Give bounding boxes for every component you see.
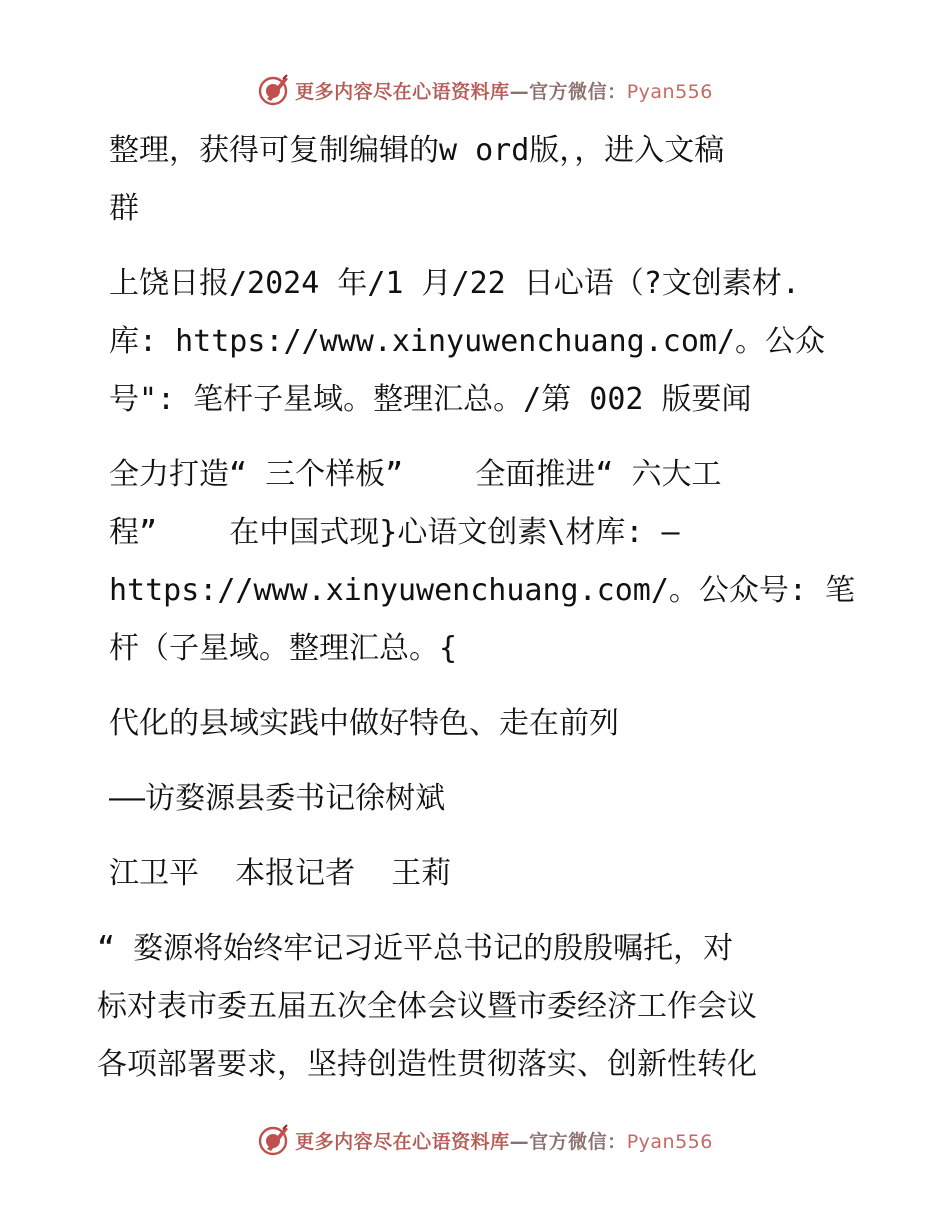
paragraph-byline: 江卫平 本报记者 王莉 [109, 856, 452, 891]
banner-colon: ： [607, 80, 627, 103]
banner-dash: — [509, 1130, 530, 1153]
banner-dash: — [509, 80, 530, 103]
banner-main-text: 更多内容尽在心语资料库 [295, 80, 510, 103]
banner-main-text: 更多内容尽在心语资料库 [295, 1130, 510, 1153]
banner-official-label: 官方微信 [529, 80, 608, 103]
paragraph-intro: 整理，获得可复制编辑的w ord版，，进入文稿 群 [109, 133, 725, 226]
banner-colon: ： [607, 1130, 627, 1153]
footer-banner [0, 1120, 950, 1160]
quill-logo-icon [257, 1123, 291, 1157]
paragraph-headline: 全力打造“ 三个样板” 全面推进“ 六大工 程” 在中国式现}心语文创素\材库: — https://www.xinyuwenchuang.com/。公众号: 笔 杆（子星域。整理汇总。{ [109, 457, 856, 666]
header-banner [0, 70, 950, 110]
paragraph-subtitle: ——访婺源县委书记徐树斌 [109, 781, 446, 816]
quill-logo-icon [257, 73, 291, 107]
paragraph-body: “ 婺源将始终牢记习近平总书记的殷殷嘱托，对 标对表市委五届五次全体会议暨市委经济工作会议 各项部署要求，坚持创造性贯彻落实、创新性转化 [97, 931, 757, 1082]
paragraph-source: 上饶日报/2024 年/1 月/22 日心语（?文创素材. 库: https://www.xinyuwenchuang.com/。公众 号": 笔杆子星域。整理汇总。/第 002 版要闻 [109, 266, 826, 417]
header-banner-text [295, 77, 713, 104]
header-banner-inner [257, 73, 713, 107]
footer-banner-inner [257, 1123, 713, 1157]
banner-wechat-id: Pyan556 [626, 1130, 713, 1153]
document-body [97, 122, 857, 1094]
paragraph-headline-cont: 代化的县域实践中做好特色、走在前列 [109, 706, 619, 741]
footer-banner-text [295, 1127, 713, 1154]
banner-wechat-id: Pyan556 [626, 80, 713, 103]
banner-official-label: 官方微信 [529, 1130, 608, 1153]
